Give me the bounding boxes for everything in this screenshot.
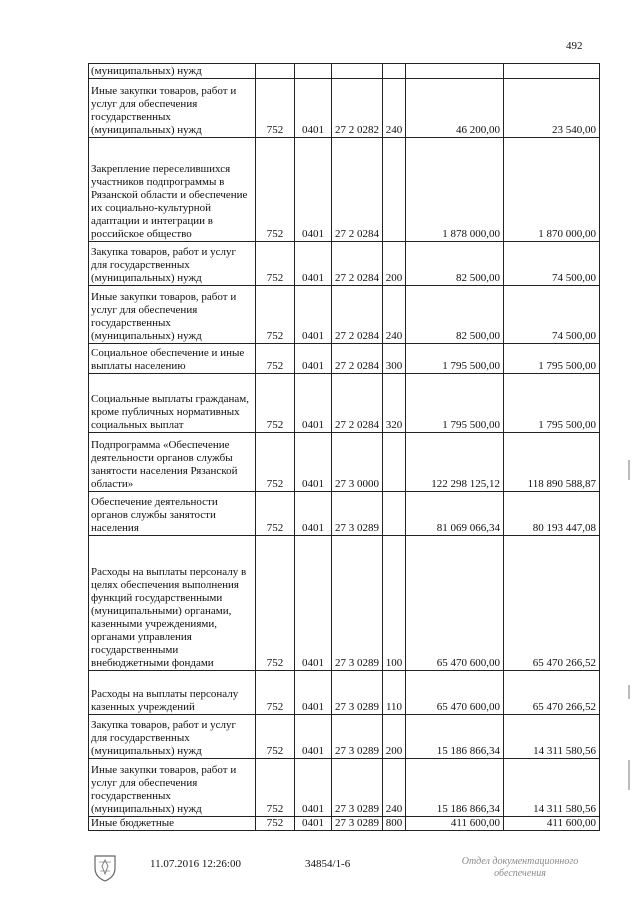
amount-actual: 14 311 580,56: [504, 759, 600, 817]
amount-plan: 46 200,00: [406, 79, 504, 138]
amount-plan: 1 795 500,00: [406, 374, 504, 433]
ministry-code: 752: [256, 286, 295, 344]
table-row: [89, 138, 600, 242]
page-footer: [0, 858, 640, 898]
scan-edge-mark: [628, 460, 630, 480]
ministry-code: 752: [256, 242, 295, 286]
article-code: 27 2 0284: [332, 242, 383, 286]
expense-type-code: [383, 138, 406, 242]
footer-document-code: 34854/1-6: [305, 858, 351, 870]
ministry-code: [256, 64, 295, 79]
table-row: [89, 671, 600, 715]
row-name: Социальное обеспечение и иные выплаты населению: [89, 344, 256, 374]
table-row: [89, 715, 600, 759]
article-code: 27 2 0284: [332, 286, 383, 344]
amount-actual: 411 600,00: [504, 817, 600, 831]
row-name: Расходы на выплаты персоналу в целях обеспечения выполнения функций государственными (муниципальными) органами, казенными учреждениями, органами управления государственными внебюджетными фондами: [89, 536, 256, 671]
article-code: 27 3 0000: [332, 433, 383, 492]
expense-type-code: 200: [383, 715, 406, 759]
coat-of-arms-icon: [92, 852, 118, 882]
table-row: [89, 374, 600, 433]
expense-type-code: 300: [383, 344, 406, 374]
row-name: Закрепление переселившихся участников подпрограммы в Рязанской области и обеспечение их социально-культурной адаптации и интеграции в российское общество: [89, 138, 256, 242]
article-code: [332, 64, 383, 79]
amount-actual: 1 795 500,00: [504, 344, 600, 374]
article-code: 27 2 0282: [332, 79, 383, 138]
table-row: [89, 79, 600, 138]
amount-actual: 23 540,00: [504, 79, 600, 138]
article-code: 27 3 0289: [332, 671, 383, 715]
amount-plan: 82 500,00: [406, 286, 504, 344]
section-code: 0401: [295, 817, 332, 831]
row-name: (муниципальных) нужд: [89, 64, 256, 79]
article-code: 27 3 0289: [332, 536, 383, 671]
amount-plan: 81 069 066,34: [406, 492, 504, 536]
section-code: 0401: [295, 715, 332, 759]
amount-actual: 80 193 447,08: [504, 492, 600, 536]
expense-type-code: [383, 433, 406, 492]
section-code: 0401: [295, 433, 332, 492]
row-name: Закупка товаров, работ и услуг для государственных (муниципальных) нужд: [89, 715, 256, 759]
footer-department-stamp: Отдел документационного обеспечения: [461, 856, 579, 879]
section-code: 0401: [295, 286, 332, 344]
expense-type-code: 320: [383, 374, 406, 433]
row-name: Иные закупки товаров, работ и услуг для обеспечения государственных (муниципальных) нужд: [89, 286, 256, 344]
expense-type-code: 240: [383, 79, 406, 138]
scan-edge-mark: [628, 685, 630, 699]
table-row: [89, 536, 600, 671]
ministry-code: 752: [256, 344, 295, 374]
section-code: 0401: [295, 536, 332, 671]
section-code: 0401: [295, 671, 332, 715]
table-row: [89, 433, 600, 492]
article-code: 27 3 0289: [332, 715, 383, 759]
article-code: 27 3 0289: [332, 759, 383, 817]
expense-type-code: 240: [383, 286, 406, 344]
expense-type-code: 200: [383, 242, 406, 286]
amount-plan: 411 600,00: [406, 817, 504, 831]
ministry-code: 752: [256, 671, 295, 715]
amount-plan: 122 298 125,12: [406, 433, 504, 492]
expense-type-code: 100: [383, 536, 406, 671]
amount-actual: 65 470 266,52: [504, 536, 600, 671]
amount-actual: 74 500,00: [504, 286, 600, 344]
article-code: 27 2 0284: [332, 344, 383, 374]
section-code: 0401: [295, 344, 332, 374]
ministry-code: 752: [256, 138, 295, 242]
section-code: [295, 64, 332, 79]
expense-type-code: [383, 492, 406, 536]
row-name: Закупка товаров, работ и услуг для государственных (муниципальных) нужд: [89, 242, 256, 286]
ministry-code: 752: [256, 817, 295, 831]
section-code: 0401: [295, 492, 332, 536]
article-code: 27 3 0289: [332, 492, 383, 536]
ministry-code: 752: [256, 759, 295, 817]
row-name: Расходы на выплаты персоналу казенных учреждений: [89, 671, 256, 715]
table-row: [89, 817, 600, 831]
table-row: [89, 242, 600, 286]
row-name: Иные закупки товаров, работ и услуг для обеспечения государственных (муниципальных) нужд: [89, 759, 256, 817]
row-name: Социальные выплаты гражданам, кроме публичных нормативных социальных выплат: [89, 374, 256, 433]
article-code: 27 2 0284: [332, 138, 383, 242]
ministry-code: 752: [256, 715, 295, 759]
expense-type-code: 110: [383, 671, 406, 715]
ministry-code: 752: [256, 492, 295, 536]
expense-type-code: [383, 64, 406, 79]
section-code: 0401: [295, 138, 332, 242]
page-number: 492: [566, 40, 583, 52]
footer-date: 11.07.2016 12:26:00: [150, 858, 241, 870]
amount-plan: 1 878 000,00: [406, 138, 504, 242]
amount-actual: 1 795 500,00: [504, 374, 600, 433]
amount-plan: 15 186 866,34: [406, 759, 504, 817]
ministry-code: 752: [256, 536, 295, 671]
section-code: 0401: [295, 759, 332, 817]
table-row: [89, 286, 600, 344]
section-code: 0401: [295, 242, 332, 286]
amount-actual: 1 870 000,00: [504, 138, 600, 242]
amount-plan: 15 186 866,34: [406, 715, 504, 759]
table-row: [89, 64, 600, 79]
amount-actual: 74 500,00: [504, 242, 600, 286]
amount-actual: 118 890 588,87: [504, 433, 600, 492]
amount-plan: 65 470 600,00: [406, 671, 504, 715]
expense-type-code: 800: [383, 817, 406, 831]
ministry-code: 752: [256, 433, 295, 492]
section-code: 0401: [295, 79, 332, 138]
amount-actual: 65 470 266,52: [504, 671, 600, 715]
ministry-code: 752: [256, 374, 295, 433]
table-row: [89, 759, 600, 817]
row-name: Подпрограмма «Обеспечение деятельности органов службы занятости населения Рязанской области»: [89, 433, 256, 492]
amount-plan: [406, 64, 504, 79]
row-name: Обеспечение деятельности органов службы занятости населения: [89, 492, 256, 536]
table-row: [89, 344, 600, 374]
article-code: 27 2 0284: [332, 374, 383, 433]
ministry-code: 752: [256, 79, 295, 138]
article-code: 27 3 0289: [332, 817, 383, 831]
row-name: Иные бюджетные: [89, 817, 256, 831]
amount-actual: 14 311 580,56: [504, 715, 600, 759]
scan-edge-mark: [628, 760, 630, 790]
amount-plan: 82 500,00: [406, 242, 504, 286]
budget-table: [88, 63, 600, 831]
row-name: Иные закупки товаров, работ и услуг для обеспечения государственных (муниципальных) нужд: [89, 79, 256, 138]
expense-type-code: 240: [383, 759, 406, 817]
table-row: [89, 492, 600, 536]
section-code: 0401: [295, 374, 332, 433]
amount-plan: 1 795 500,00: [406, 344, 504, 374]
amount-actual: [504, 64, 600, 79]
amount-plan: 65 470 600,00: [406, 536, 504, 671]
